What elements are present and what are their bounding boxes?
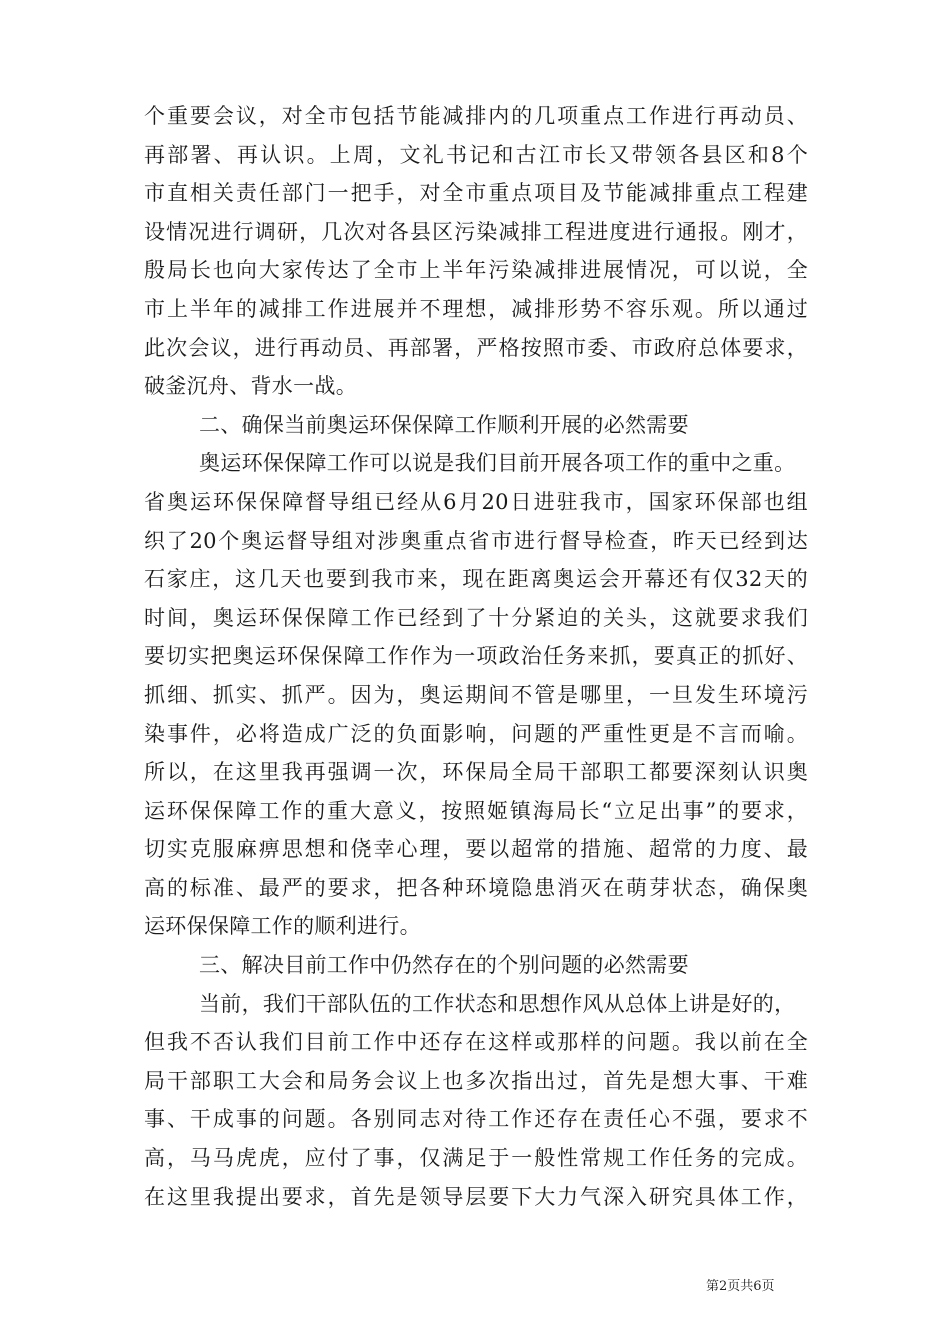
text-line: 再部署、再认识。上周，文礼书记和古江市长又带领各县区和8个 — [144, 142, 808, 167]
text-line: 高的标准、最严的要求，把各种环境隐患消灭在萌芽状态，确保奥 — [144, 875, 808, 900]
paragraph-first-line: 奥运环保保障工作可以说是我们目前开展各项工作的重中之重。 — [199, 451, 796, 476]
text-line: 事、干成事的问题。各别同志对待工作还存在责任心不强，要求不 — [144, 1107, 808, 1132]
text-line: 殷局长也向大家传达了全市上半年污染减排进展情况，可以说，全 — [144, 258, 808, 283]
section-heading: 三、解决目前工作中仍然存在的个别问题的必然需要 — [199, 953, 689, 978]
section-heading: 二、确保当前奥运环保保障工作顺利开展的必然需要 — [199, 412, 689, 437]
text-line: 个重要会议，对全市包括节能减排内的几项重点工作进行再动员、 — [144, 104, 808, 128]
text-line: 抓细、抓实、抓严。因为，奥运期间不管是哪里，一旦发生环境污 — [144, 682, 808, 707]
text-line: 织了20个奥运督导组对涉奥重点省市进行督导检查，昨天已经到达 — [144, 528, 808, 553]
text-line: 省奥运环保保障督导组已经从6月20日进驻我市，国家环保部也组 — [144, 489, 808, 514]
text-line: 要切实把奥运环保保障工作作为一项政治任务来抓，要真正的抓好、 — [144, 644, 808, 669]
text-line: 但我不否认我们目前工作中还存在这样或那样的问题。我以前在全 — [144, 1030, 808, 1055]
text-line: 染事件，必将造成广泛的负面影响，问题的严重性更是不言而喻。 — [144, 721, 808, 746]
page-number-footer: 第2页共6页 — [706, 1279, 775, 1294]
text-line: 高，马马虎虎，应付了事，仅满足于一般性常规工作任务的完成。 — [144, 1146, 808, 1171]
text-line: 时间，奥运环保保障工作已经到了十分紧迫的关头，这就要求我们 — [144, 605, 808, 630]
text-line: 此次会议，进行再动员、再部署，严格按照市委、市政府总体要求， — [144, 335, 808, 360]
text-line: 局干部职工大会和局务会议上也多次指出过，首先是想大事、干难 — [144, 1068, 808, 1093]
document-body — [144, 97, 808, 1216]
text-line: 运环保保障工作的顺利进行。 — [144, 914, 421, 939]
text-line: 破釜沉舟、背水一战。 — [144, 374, 357, 399]
text-line: 市上半年的减排工作进展并不理想，减排形势不容乐观。所以通过 — [144, 296, 808, 321]
text-line: 所以，在这里我再强调一次，环保局全局干部职工都要深刻认识奥 — [144, 760, 808, 785]
text-line: 运环保保障工作的重大意义，按照姬镇海局长“立足出事”的要求， — [144, 798, 808, 823]
text-line: 设情况进行调研，几次对各县区污染减排工程进度进行通报。刚才， — [144, 219, 808, 244]
text-line: 石家庄，这几天也要到我市来，现在距离奥运会开幕还有仅32天的 — [144, 567, 808, 592]
text-line: 在这里我提出要求，首先是领导层要下大力气深入研究具体工作， — [144, 1184, 808, 1209]
paragraph-first-line: 当前，我们干部队伍的工作状态和思想作风从总体上讲是好的， — [199, 991, 796, 1016]
text-line: 切实克服麻痹思想和侥幸心理，要以超常的措施、超常的力度、最 — [144, 837, 808, 862]
text-line: 市直相关责任部门一把手，对全市重点项目及节能减排重点工程建 — [144, 181, 808, 206]
